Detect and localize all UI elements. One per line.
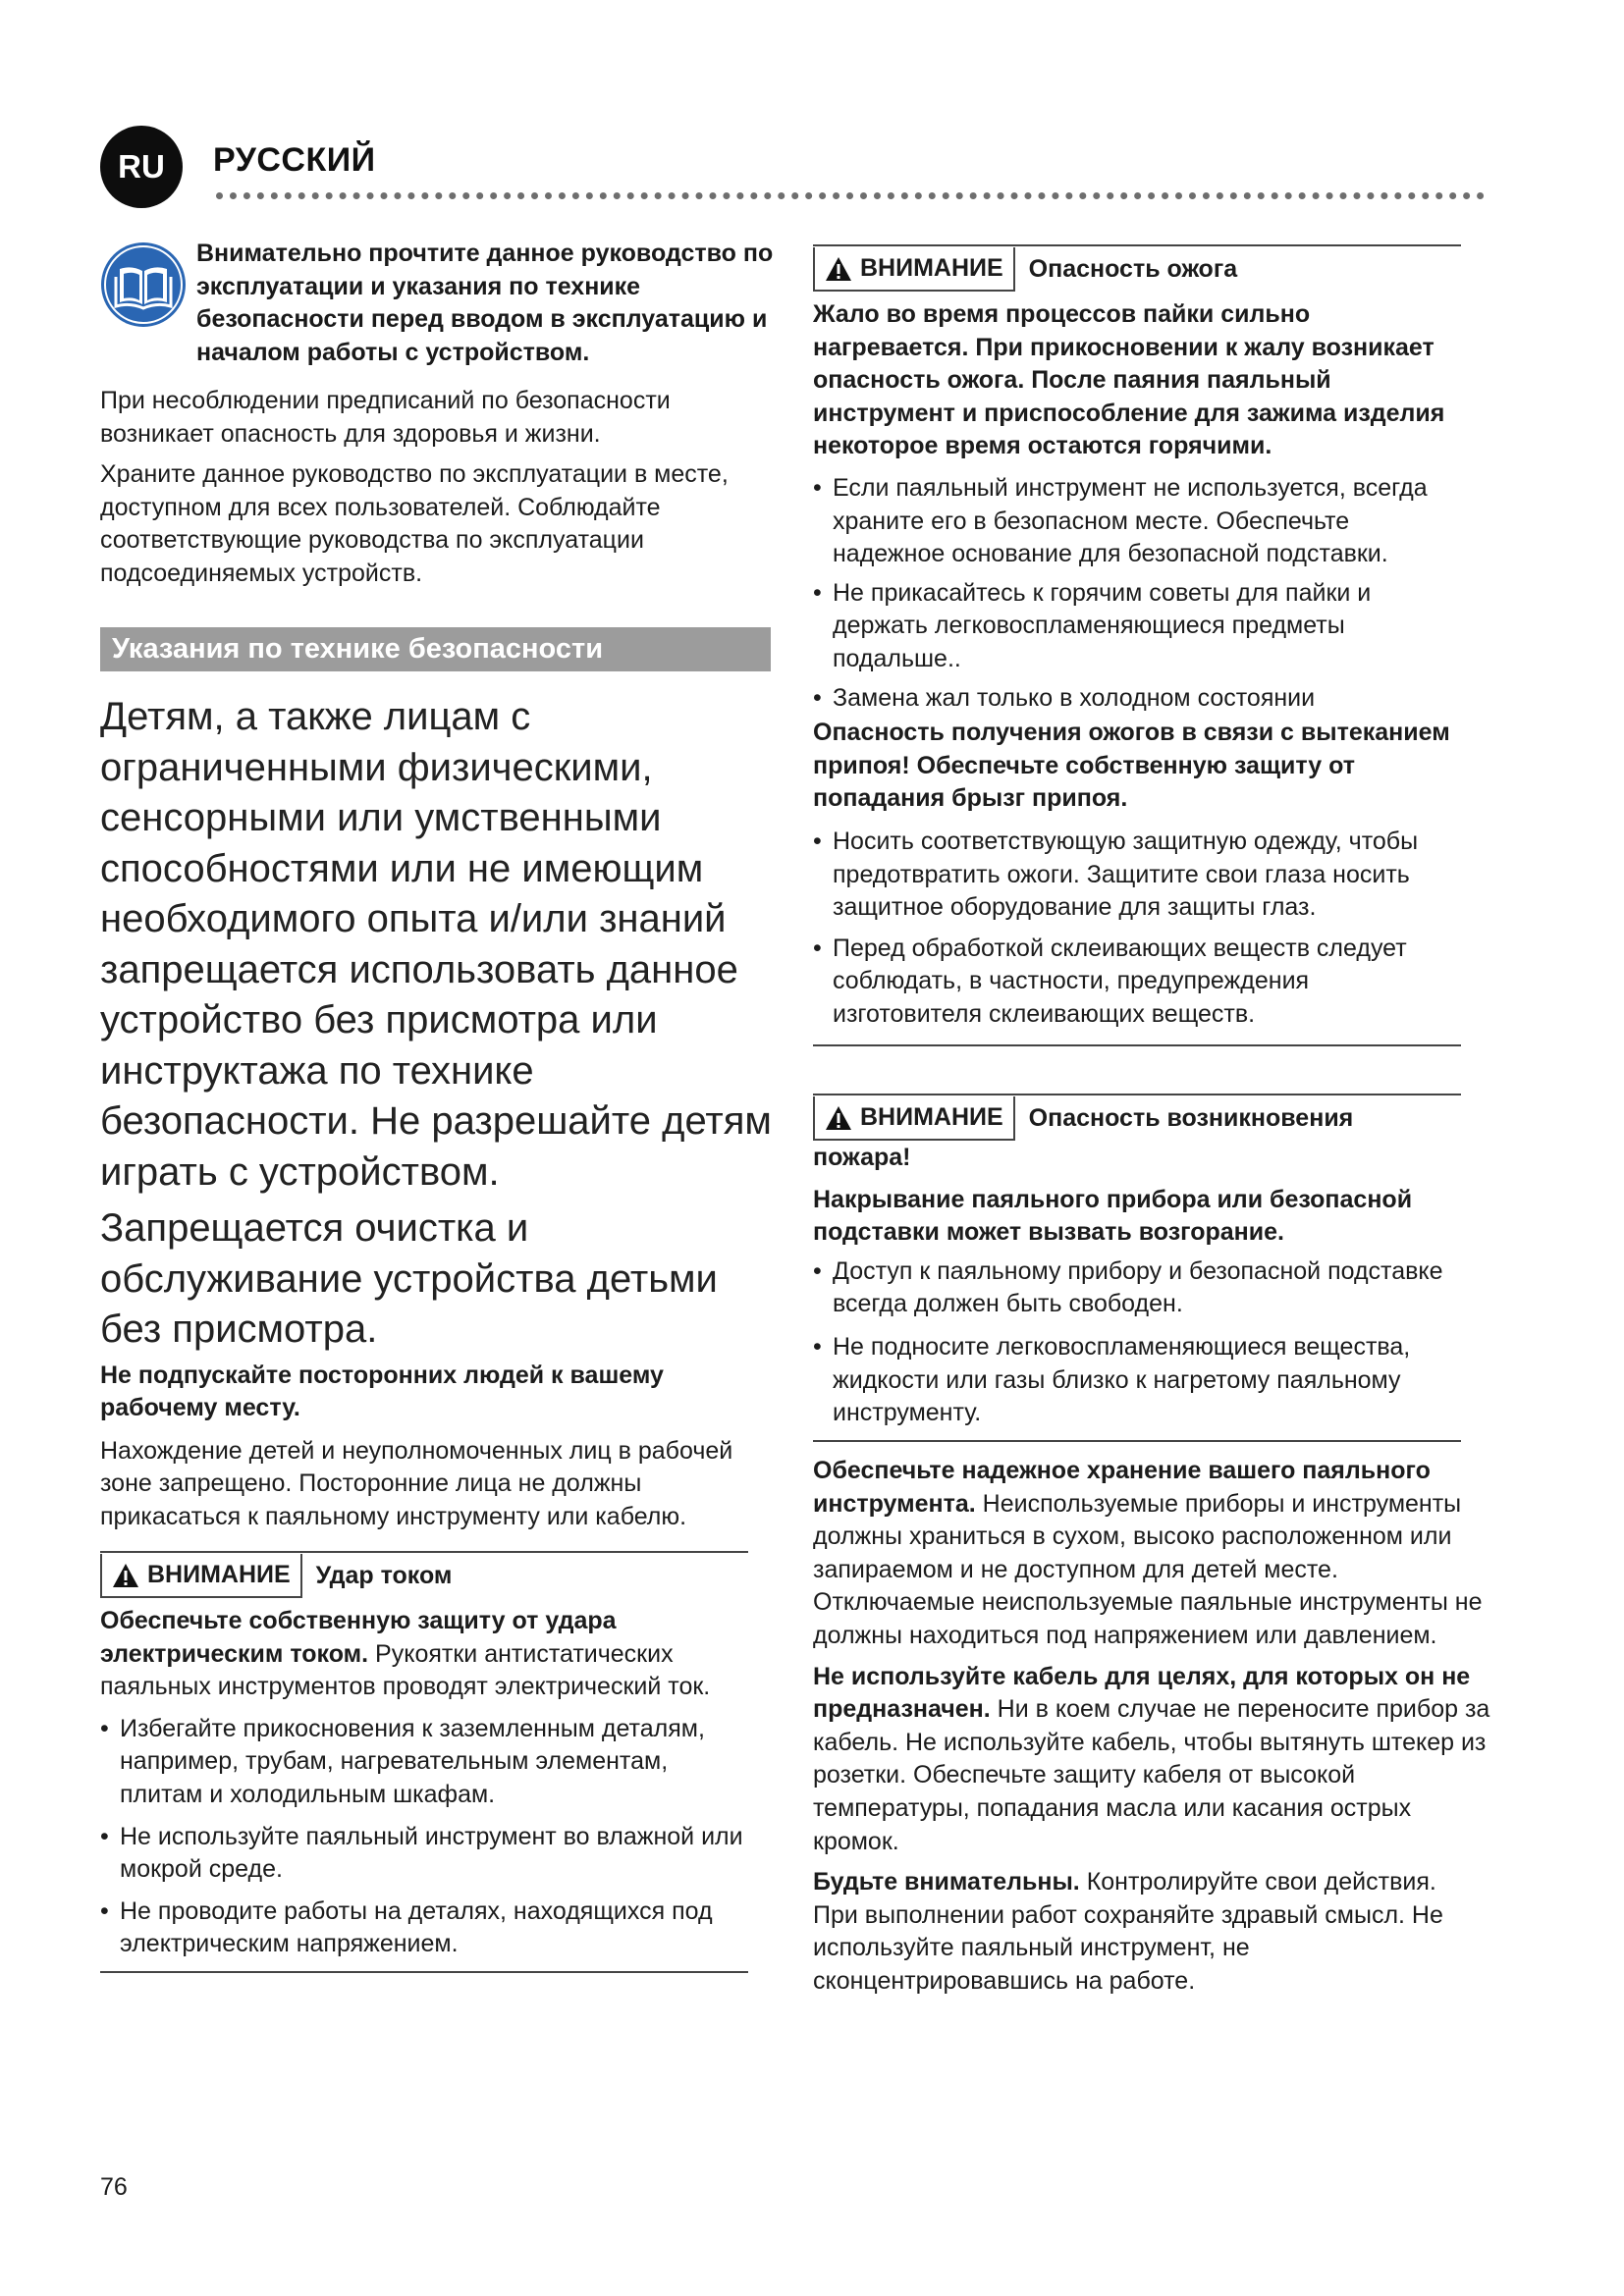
solder-bullet: • Носить соответствующую защитную одежду, чтобы предотвратить ожоги. Защитите свои глаза носить защитное оборудование для защиты глаз. (813, 826, 1461, 925)
solder-bullet: • Перед обработкой склеивающих веществ следует соблюдать, в частности, предупреждения изготовителя склеивающих веществ. (813, 933, 1461, 1032)
intro-paragraph-2: Храните данное руководство по эксплуатации в месте, доступном для всех пользователей. Соблюдайте соответствующие руководства по эксплуатации подсоединяемых устройств. (100, 460, 729, 587)
fire-lead: Накрывание паяльного прибора или безопасной подставки может вызвать возгорание. (813, 1185, 1413, 1247)
burn-bullet: • Замена жал только в холодном состоянии (813, 682, 1461, 716)
burn-bullet: • Не прикасайтесь к горячим советы для пайки и держать легковоспламеняющиеся предметы подальше.. (813, 577, 1461, 676)
section-title-safety: Указания по технике безопасности (100, 627, 771, 671)
fire-warning-title: Опасность возникновения (1028, 1104, 1354, 1132)
fire-warning-label: ВНИМАНИЕ (860, 1103, 1003, 1131)
burn-warning-title: Опасность ожога (1028, 255, 1238, 283)
fire-bullet: • Не подносите легковоспламеняющиеся вещества, жидкости или газы близко к нагретому паяльному инструменту. (813, 1331, 1461, 1430)
burn-warning-header (813, 244, 1461, 293)
fire-warning-header (813, 1094, 1461, 1142)
intro-paragraph-1: При несоблюдении предписаний по безопасности возникает опасность для здоровья и жизни. (100, 387, 671, 448)
electric-lead-text: Рукоятки антистатических паяльных инструментов проводят электрический ток. (100, 1639, 711, 1701)
electric-warning-header (100, 1551, 748, 1599)
solder-warning: Опасность получения ожогов в связи с вытеканием припоя! Обеспечьте собственную защиту от попадания брызг припоя. (813, 719, 1450, 813)
storage-text: Неиспользуемые приборы и инструменты должны храниться в сухом, высоко расположенном или запираемом и не доступном для детей месте. Отключаемые неиспользуемые паяльные инструменты не должны находиться под напряжением или давлением. (813, 1489, 1483, 1649)
burn-warning-label: ВНИМАНИЕ (860, 254, 1003, 282)
fire-bullet: • Доступ к паяльному прибору и безопасной подставке всегда должен быть свободен. (813, 1255, 1461, 1321)
attention-bold: Будьте внимательны. (813, 1868, 1080, 1896)
electric-bullet: • Избегайте прикосновения к заземленным деталям, например, трубам, нагревательным элементам, плитам и холодильным шкафам. (100, 1713, 748, 1812)
electric-warning-block (100, 1551, 748, 1973)
language-badge: RU (100, 126, 183, 208)
cable-text: Ни в коем случае не переносите прибор за кабель. Не используйте кабель, чтобы вытянуть штекер из розетки. Обеспечьте защиту кабеля от высокой температуры, попадания масла или касания острых кромок. (813, 1695, 1490, 1855)
electric-bottom-rule (100, 1971, 748, 1973)
electric-warning-label: ВНИМАНИЕ (147, 1561, 291, 1588)
electric-lead (100, 1605, 748, 1704)
burn-lead: Жало во время процессов пайки сильно нагревается. При прикосновении к жалу возникает опасность ожога. После паяния паяльный инструмент и приспособление для зажима изделия некоторое время остаются горячими. (813, 300, 1445, 460)
burn-warning-label-box (813, 247, 1015, 292)
page-number: 76 (100, 2173, 128, 2201)
electric-lead-bold: Обеспечьте собственную защиту от удара электрическим током. (100, 1607, 617, 1668)
storage-bold: Обеспечьте надежное хранение вашего паяльного инструмента. (813, 1457, 1431, 1518)
book-icon (100, 241, 187, 328)
fire-warning-label-box (813, 1096, 1015, 1141)
electric-warning-label-box (100, 1554, 302, 1598)
electric-warning-title: Удар током (315, 1562, 453, 1589)
cable-paragraph (813, 1661, 1500, 1859)
intro-bold-text: Внимательно прочтите данное руководство по эксплуатации и указания по технике безопасности перед вводом в эксплуатацию и началом работы с устройством. (196, 240, 774, 366)
warning-triangle-icon (112, 1563, 139, 1588)
electric-bullet: • Не используйте паяльный инструмент во влажной или мокрой среде. (100, 1821, 748, 1887)
electric-bullet: • Не проводите работы на деталях, находящихся под электрическим напряжением. (100, 1896, 748, 1961)
storage-paragraph (813, 1455, 1500, 1653)
attention-paragraph (813, 1866, 1481, 1998)
fire-warning-title-cont: пожара! (813, 1144, 911, 1171)
burn-warning-block (813, 244, 1461, 1046)
header-dotted-rule (216, 192, 1485, 199)
attention-text: Контролируйте свои действия. При выполнении работ сохраняйте здравый смысл. Не используйте паяльный инструмент, не сконцентрировавшись на работе. (813, 1868, 1443, 1995)
warning-triangle-icon (825, 256, 852, 282)
cleaning-warning: Запрещается очистка и обслуживание устройства детьми без присмотра. (100, 1206, 718, 1351)
fire-bottom-rule (813, 1440, 1461, 1442)
warning-triangle-icon (825, 1105, 852, 1131)
burn-bottom-rule (813, 1044, 1461, 1046)
fire-warning-block (813, 1094, 1461, 1442)
children-warning: Детям, а также лицам с ограниченными физическими, сенсорными или умственными способностями или не имеющим необходимого опыта и/или знаний запрещается использовать данное устройство без присмотра или инструктажа по технике безопасности. Не разрешайте детям играть с устройством. (100, 695, 772, 1194)
language-title: РУССКИЙ (213, 141, 376, 179)
workplace-text: Нахождение детей и неуполномоченных лиц в рабочей зоне запрещено. Посторонние лица не должны прикасаться к паяльному инструменту или кабелю. (100, 1436, 733, 1530)
cable-bold: Не используйте кабель для целях, для которых он не предназначен. (813, 1662, 1471, 1724)
workplace-heading: Не подпускайте посторонних людей к вашему рабочему месту. (100, 1361, 664, 1422)
burn-bullet: • Если паяльный инструмент не используется, всегда храните его в безопасном месте. Обеспечьте надежное основание для безопасной подставки. (813, 472, 1461, 571)
